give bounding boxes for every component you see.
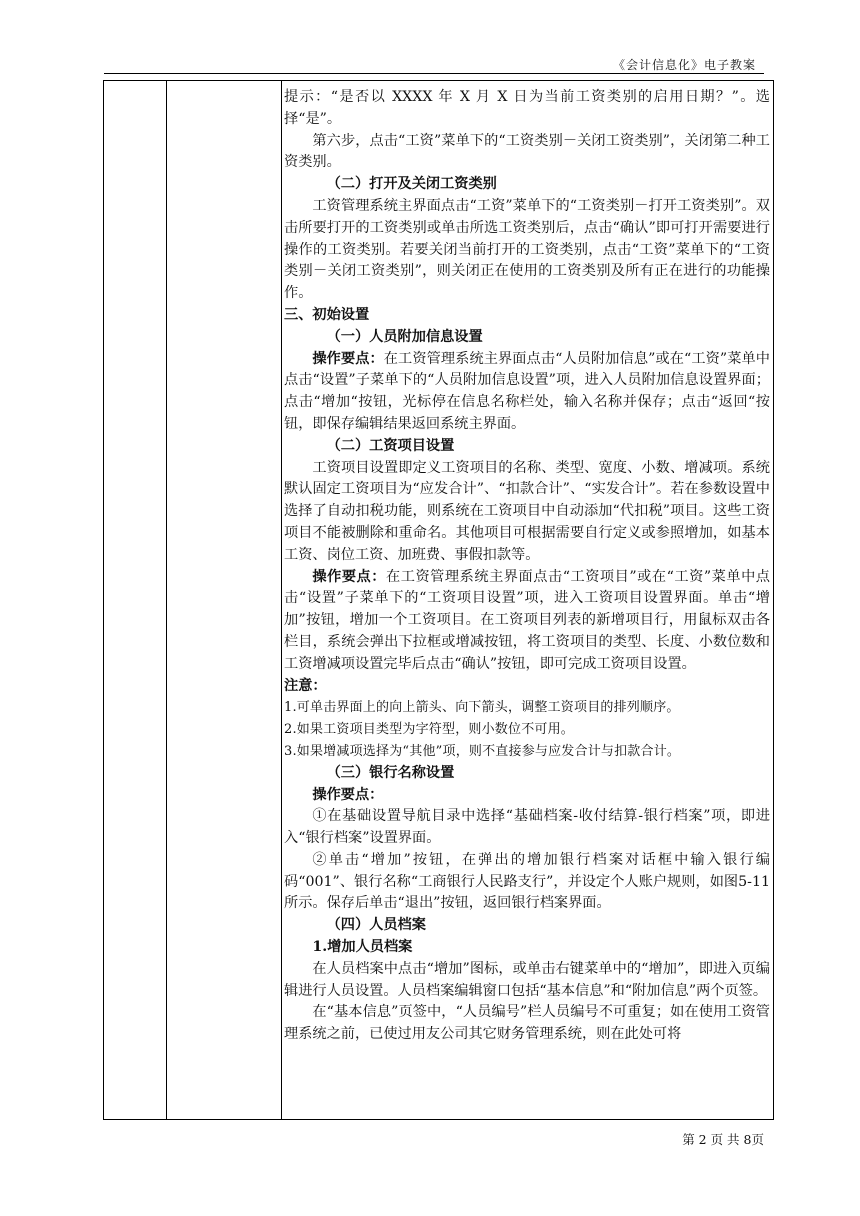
paragraph-wage-items: 工资项目设置即定义工资项目的名称、类型、宽度、小数、增减项。系统默认固定工资项目为“应发合计”、“扣款合计”、“实发合计”。若在参数设置中选择了自动扣税功能，则系统在工资项目中自动添加“代扣税”项目。这些工资项目不能被删除和重命名。其他项目可根据需要自行定义或参照增加，如基本工资、岗位工资、加班费、事假扣款等。	[284, 459, 770, 563]
paragraph-person-extra-info	[284, 349, 770, 436]
lesson-table	[103, 80, 774, 1120]
paragraph-bank-step-2: ②单击“增加”按钮，在弹出的增加银行档案对话框中输入银行编码“001”、银行名称“工商银行人民路支行”，并设定个人账户规则，如图5-11所示。保存后单击“退出”按钮，返回银行档案界面。	[284, 851, 770, 912]
paragraph-open-close: 工资管理系统主界面点击“工资”菜单下的“工资类别－打开工资类别”。双击所要打开的工资类别或单击所选工资类别后，点击“确认”即可打开需要进行操作的工资类别。若要关闭当前打开的工资类别，点击“工资”菜单下的“工资类别－关闭工资类别”，则关闭正在使用的工资类别及所有正在进行的功能操作。	[284, 197, 770, 302]
paragraph-bank-step-1: ①在基础设置导航目录中选择“基础档案-收付结算-银行档案”项，即进入“银行档案”设置界面。	[284, 808, 770, 847]
heading-open-close-category: （二）打开及关闭工资类别	[326, 176, 497, 193]
page-number: 第 2 页 共 8页	[682, 1132, 764, 1147]
heading-personnel-archive: （四）人员档案	[326, 917, 426, 934]
note-item-1: 1.可单击界面上的向上箭头、向下箭头，调整工资项目的排列顺序。	[284, 700, 680, 716]
header-title: 《会计信息化》电子教案	[612, 58, 756, 72]
paragraph-basic-info: 在“基本信息”页签中，“人员编号”栏人员编号不可重复；如在使用工资管理系统之前，已使过用友公司其它财务管理系统，则在此处可将	[284, 1004, 770, 1043]
heading-person-extra-info: （一）人员附加信息设置	[326, 328, 483, 345]
paragraph-wage-items-op	[284, 567, 770, 676]
op-label: 操作要点：	[312, 350, 384, 367]
column-divider-1	[166, 81, 167, 1119]
heading-add-personnel: 1.增加人员档案	[312, 939, 413, 956]
heading-initial-setup: 三、初始设置	[284, 306, 370, 323]
op-text: 在工资管理系统主界面点击“人员附加信息”或在“工资”菜单中点击“设置”子菜单下的“人员附加信息设置”项，进入人员附加信息设置界面；点击“增加“按钮，光标停在信息名称栏处，输入名称并保存；点击“返回“按钮，即保存编辑结果返回系统主界面。	[284, 350, 770, 432]
op-text: 在工资管理系统主界面点击“工资项目”或在“工资”菜单中点击“设置”子菜单下的“工资项目设置”项，进入工资项目设置界面。单击“增加”按钮，增加一个工资项目。在工资项目列表的新增项目行，用鼠标双击各栏目，系统会弹出下拉框或增减按钮，将工资项目的类型、长度、小数位数和工资增减项设置完毕后点击“确认”按钮，即可完成工资项目设置。	[284, 568, 770, 672]
paragraph-prompt: 提示：“是否以 XXXX 年 X 月 X 日为当前工资类别的启用日期？”。选择“是”。	[284, 89, 770, 127]
op-label: 操作要点：	[312, 568, 387, 585]
heading-bank-name: （三）银行名称设置	[326, 764, 455, 781]
header-rule	[104, 73, 764, 74]
column-divider-2	[281, 81, 282, 1119]
note-label: 注意：	[284, 677, 327, 694]
heading-wage-items: （二）工资项目设置	[326, 437, 455, 454]
lesson-content	[284, 87, 770, 1046]
op-label-bank: 操作要点：	[312, 786, 384, 803]
paragraph-add-personnel: 在人员档案中点击“增加”图标，或单击右键菜单中的“增加”，即进入页编辑进行人员设置。人员档案编辑窗口包括“基本信息”和“附加信息”两个页签。	[284, 960, 770, 999]
note-item-3: 3.如果增减项选择为“其他”项，则不直接参与应发合计与扣款合计。	[284, 743, 681, 759]
note-item-2: 2.如果工资项目类型为字符型，则小数位不可用。	[284, 722, 575, 738]
paragraph-step-six: 第六步，点击“工资”菜单下的“工资类别－关闭工资类别”，关闭第二种工资类别。	[284, 132, 770, 171]
